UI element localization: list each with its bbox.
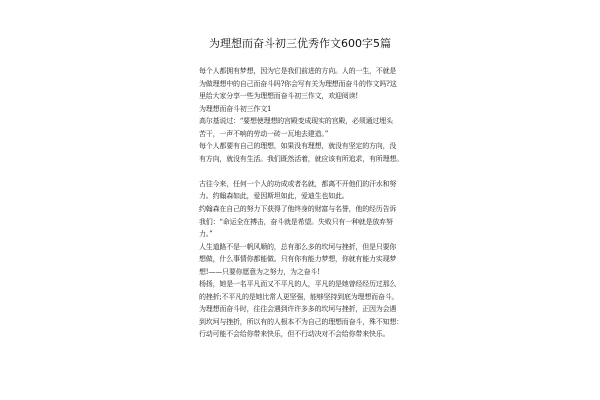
paragraph-line: 每个人都拥有梦想，因为它是我们前进的方向。人的一生，不就是 — [199, 67, 397, 75]
paragraph-line: 到坎坷与挫折，所以有的人根本不为自己的理想而奋斗，殊不知想： — [199, 317, 403, 326]
paragraph-line: 人生道路不是一帆风顺的，总有那么多的坎坷与挫折，但是只要你 — [199, 242, 397, 251]
paragraph-line: 我们：“命运全在搏击，奋斗就是希望。失败只有一种就是放弃努 — [199, 217, 393, 226]
paragraph-line: 高尔基说过：“要想使理想的宫殿变成现实的宫殿，必须通过埋头 — [199, 117, 393, 126]
paragraph-line: 古往今来，任何一个人的功成或者名就，都离不开他们的汗水和努 — [199, 179, 397, 188]
section-heading: 为理想而奋斗初三作文1 — [199, 104, 272, 113]
paragraph-line: 为做理想中的自己而奋斗吗?你会写有关为理想而奋斗的作文吗?这 — [199, 79, 397, 88]
paragraph-line: 力。” — [199, 230, 213, 239]
paragraph-line: 行动可能不会给你带来快乐，但不行动决对不会给你带来快乐。 — [199, 330, 390, 339]
paragraph-line: 为理想而奋斗时，往往会遇到许许多多的坎坷与挫折，正因为会遇 — [199, 305, 397, 314]
paragraph-line: 力。约翰森如此，爱因斯坦如此，爱迪生也如此。 — [199, 192, 349, 201]
document-title: 为理想而奋斗初三优秀作文600字5篇 — [209, 37, 391, 50]
document-body — [199, 65, 411, 341]
paragraph-line: 杨扬，她是一名平凡而又不平凡的人，平凡的是她曾经经历过那么 — [199, 280, 397, 289]
paragraph-line: 每个人都要有自己的理想，如果没有理想，就没有坚定的方向，没 — [199, 142, 397, 151]
paragraph-gap — [199, 165, 411, 178]
paragraph-line: 苦干，一声不响的劳动一砖一瓦地去建造。” — [199, 129, 329, 138]
paragraph-line: 约翰森在自己的努力下获得了他终身的财富与名誉，他的经历告诉 — [199, 205, 397, 214]
paragraph-line: 想做，什么事情你都能做。只有你有能力梦想，你就有能力实现梦 — [199, 255, 397, 264]
paragraph-line: 里给大家分享一些为理想而奋斗初三作文，欢迎阅读! — [199, 92, 359, 101]
paragraph-line: 有方向，就没有生活。我们既然活着，就应该有所追求，有所理想。 — [199, 154, 403, 163]
paragraph-line: 的挫折;不平凡的是她比常人更坚强，能够坚持到底为理想而奋斗。 — [199, 292, 399, 301]
paragraph-line: 想!——只要你愿意为之努力，为之奋斗! — [199, 267, 320, 276]
